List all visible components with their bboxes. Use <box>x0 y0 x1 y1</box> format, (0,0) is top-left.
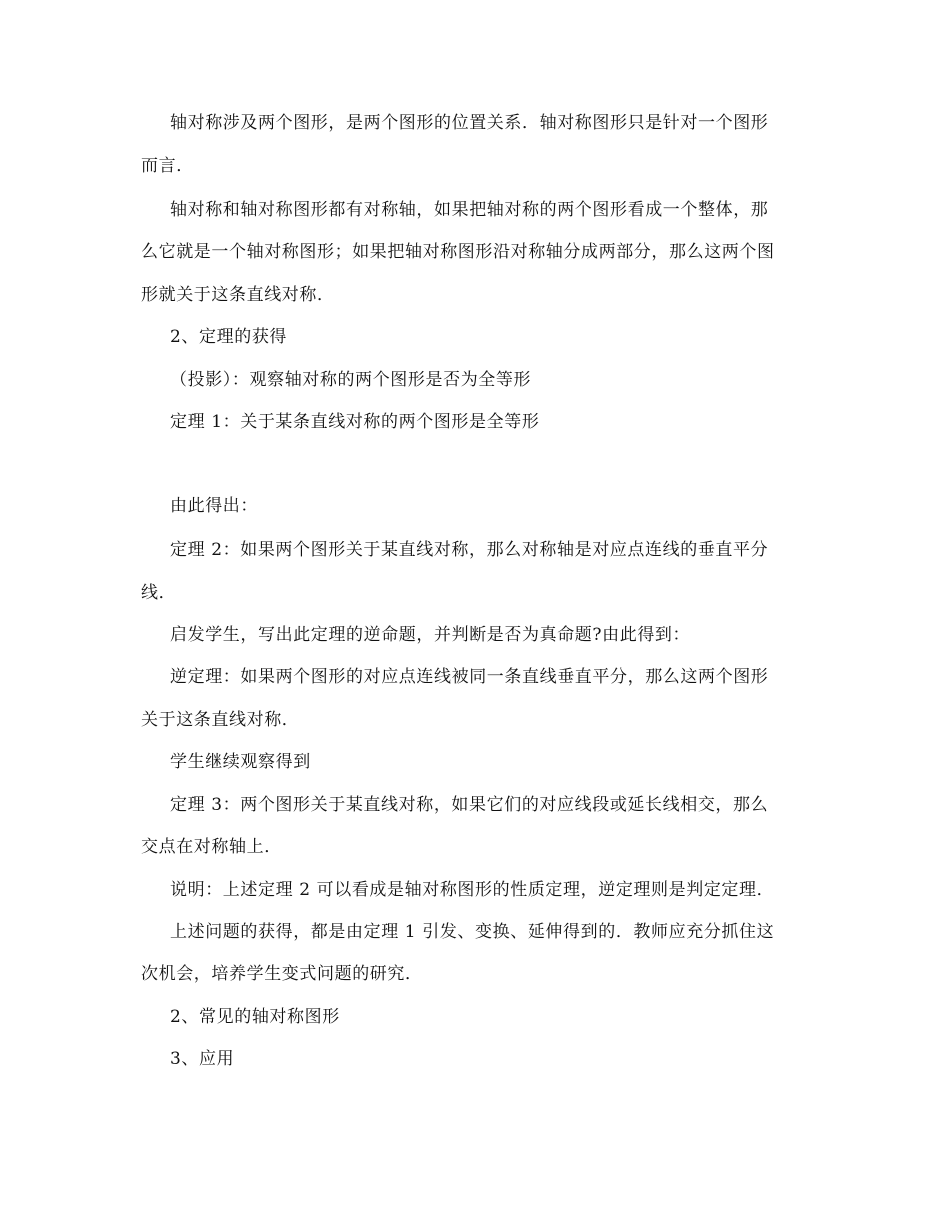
section-heading-common-shapes: 2、常见的轴对称图形 <box>170 1007 340 1027</box>
paragraph-line-1: 轴对称涉及两个图形，是两个图形的位置关系．轴对称图形只是针对一个图形 <box>170 113 769 133</box>
theorem-3-line-1: 定理 3：两个图形关于某直线对称，如果它们的对应线段或延长线相交，那么 <box>170 795 769 815</box>
paragraph-line-15: 学生继续观察得到 <box>170 752 311 772</box>
paragraph-line-12: 启发学生，写出此定理的逆命题，并判断是否为真命题?由此得到： <box>170 625 691 645</box>
section-heading-theorem: 2、定理的获得 <box>170 327 288 347</box>
theorem-1: 定理 1：关于某条直线对称的两个图形是全等形 <box>170 412 540 432</box>
converse-theorem-line-2: 关于这条直线对称． <box>141 710 300 730</box>
explanation-line: 说明：上述定理 2 可以看成是轴对称图形的性质定理，逆定理则是判定定理． <box>170 880 775 900</box>
theorem-2-line-2: 线． <box>141 583 177 603</box>
paragraph-line-7: （投影）：观察轴对称的两个图形是否为全等形 <box>170 370 532 390</box>
paragraph-line-3: 轴对称和轴对称图形都有对称轴，如果把轴对称的两个图形看成一个整体，那 <box>170 200 769 220</box>
section-heading-application: 3、应用 <box>170 1049 235 1069</box>
paragraph-line-19: 上述问题的获得，都是由定理 1 引发、变换、延伸得到的．教师应充分抓住这 <box>170 922 775 942</box>
converse-theorem-line-1: 逆定理：如果两个图形的对应点连线被同一条直线垂直平分，那么这两个图形 <box>170 667 769 687</box>
paragraph-line-5: 形就关于这条直线对称． <box>141 285 335 305</box>
paragraph-line-2: 而言． <box>141 156 194 176</box>
paragraph-line-9: 由此得出： <box>170 496 258 516</box>
theorem-2-line-1: 定理 2：如果两个图形关于某直线对称，那么对称轴是对应点连线的垂直平分 <box>170 540 769 560</box>
theorem-3-line-2: 交点在对称轴上． <box>141 837 282 857</box>
paragraph-line-20: 次机会，培养学生变式问题的研究． <box>141 964 423 984</box>
paragraph-line-4: 么它就是一个轴对称图形；如果把轴对称图形沿对称轴分成两部分，那么这两个图 <box>141 242 775 262</box>
